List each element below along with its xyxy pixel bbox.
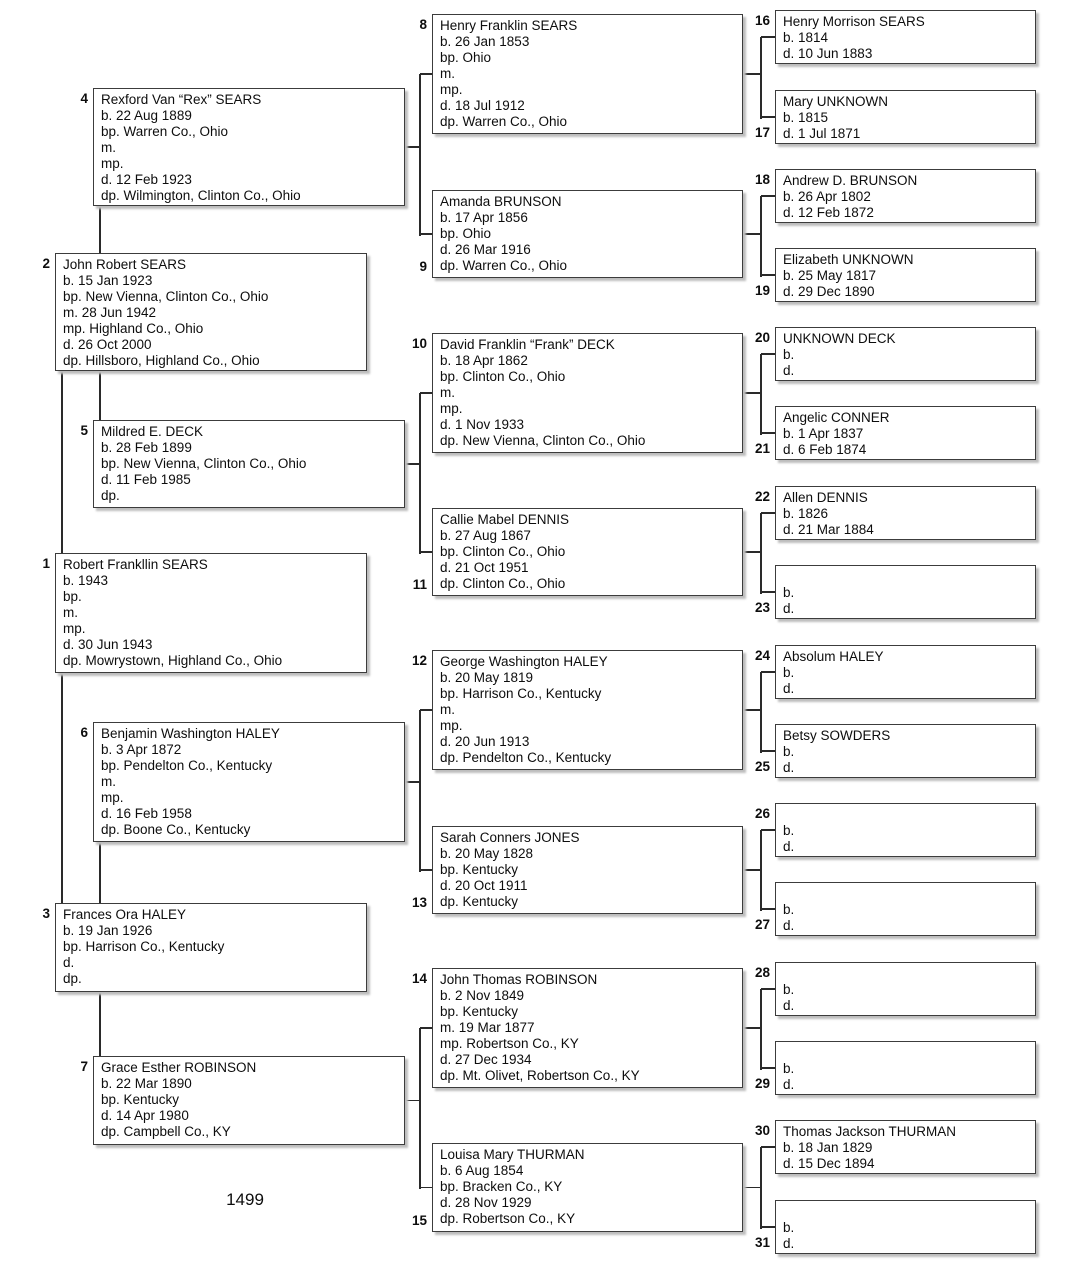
person-detail-line: d. 12 Feb 1872	[783, 205, 874, 220]
person-number-18: 18	[754, 172, 770, 187]
person-detail-line: m.	[440, 385, 455, 400]
person-detail-line: m.	[63, 605, 78, 620]
person-detail-line: bp. Harrison Co., Kentucky	[63, 939, 225, 954]
person-box-8	[432, 14, 743, 134]
person-box-28	[775, 962, 1036, 1016]
connector-line	[761, 36, 775, 38]
person-detail-line: d.	[783, 998, 795, 1013]
person-detail-line: b.	[783, 347, 795, 362]
person-name	[783, 886, 1033, 902]
person-detail-line: m.	[440, 702, 455, 717]
person-detail-line: b. 26 Jan 1853	[440, 34, 530, 49]
connector-line	[760, 37, 762, 119]
person-detail-line: dp. Clinton Co., Ohio	[440, 576, 566, 591]
connector-line	[760, 989, 762, 1070]
connector-line	[405, 781, 420, 783]
person-detail-line: d.	[783, 839, 795, 854]
connector-line	[760, 196, 762, 277]
person-name: Angelic CONNER	[783, 410, 890, 425]
person-detail-line: b. 18 Apr 1862	[440, 353, 528, 368]
person-number-29: 29	[754, 1076, 770, 1091]
connector-line	[419, 74, 421, 236]
connector-line	[419, 710, 421, 872]
person-detail-line: d. 27 Dec 1934	[440, 1052, 532, 1067]
connector-line	[99, 371, 101, 422]
person-detail-line: b. 15 Jan 1923	[63, 273, 153, 288]
person-box-30	[775, 1120, 1036, 1174]
person-detail-line: d. 20 Jun 1913	[440, 734, 530, 749]
person-detail-line: mp.	[63, 621, 86, 636]
person-detail-line: b. 1 Apr 1837	[783, 426, 864, 441]
person-box-13	[432, 826, 743, 914]
connector-line	[760, 672, 762, 753]
person-number-27: 27	[754, 917, 770, 932]
connector-line	[420, 233, 432, 235]
connector-line	[61, 673, 63, 905]
person-number-11: 11	[412, 577, 427, 592]
connector-line	[743, 551, 761, 553]
person-box-12	[432, 650, 743, 770]
person-detail-line: mp.	[440, 401, 463, 416]
connector-line	[761, 1067, 775, 1069]
person-detail-line: dp. Kentucky	[440, 894, 519, 909]
person-number-19: 19	[754, 283, 770, 298]
person-detail-line: dp. New Vienna, Clinton Co., Ohio	[440, 433, 646, 448]
person-detail-line: mp.	[440, 82, 463, 97]
person-detail-line: d. 12 Feb 1923	[101, 172, 192, 187]
person-detail-line: bp. Kentucky	[440, 862, 519, 877]
person-box-25	[775, 724, 1036, 778]
person-detail-line: d. 26 Mar 1916	[440, 242, 531, 257]
person-detail-line: mp.	[440, 718, 463, 733]
person-detail-line: m.	[101, 774, 116, 789]
person-detail-line: b. 27 Aug 1867	[440, 528, 531, 543]
person-detail-line: b. 20 May 1828	[440, 846, 534, 861]
person-box-1	[55, 553, 367, 673]
connector-line	[743, 869, 761, 871]
person-detail-line: d. 14 Apr 1980	[101, 1108, 189, 1123]
connector-line	[420, 709, 432, 711]
person-detail-line: mp.	[101, 156, 124, 171]
person-detail-line: b. 25 May 1817	[783, 268, 877, 283]
person-detail-line: d. 15 Dec 1894	[783, 1156, 875, 1171]
person-name: Mildred E. DECK	[101, 424, 204, 439]
person-box-31	[775, 1200, 1036, 1254]
person-detail-line: m.	[101, 140, 116, 155]
connector-line	[420, 869, 432, 871]
person-detail-line: b. 22 Mar 1890	[101, 1076, 192, 1091]
connector-line	[420, 551, 432, 553]
connector-line	[99, 992, 101, 1058]
person-name: Andrew D. BRUNSON	[783, 173, 918, 188]
person-name: John Thomas ROBINSON	[440, 972, 598, 987]
person-box-23	[775, 565, 1036, 619]
person-box-9	[432, 190, 743, 278]
person-number-26: 26	[754, 806, 770, 821]
person-detail-line: b. 3 Apr 1872	[101, 742, 182, 757]
person-detail-line: d. 16 Feb 1958	[101, 806, 192, 821]
connector-line	[761, 829, 775, 831]
person-detail-line: dp. Mowrystown, Highland Co., Ohio	[63, 653, 283, 668]
person-name: Henry Franklin SEARS	[440, 18, 578, 33]
person-name: Robert Frankllin SEARS	[63, 557, 208, 572]
connector-line	[99, 842, 101, 905]
person-detail-line: d.	[783, 681, 795, 696]
person-name: Mary UNKNOWN	[783, 94, 888, 109]
person-detail-line: b.	[783, 1061, 795, 1076]
connector-line	[761, 591, 775, 593]
person-number-12: 12	[411, 653, 427, 668]
connector-line	[405, 146, 420, 148]
person-name: Louisa Mary THURMAN	[440, 1147, 585, 1162]
person-box-10	[432, 333, 743, 453]
person-detail-line: bp. New Vienna, Clinton Co., Ohio	[63, 289, 269, 304]
person-box-18	[775, 169, 1036, 223]
person-number-2: 2	[42, 256, 50, 271]
person-detail-line: dp.	[101, 488, 120, 503]
person-detail-line: d. 26 Oct 2000	[63, 337, 152, 352]
person-detail-line: dp. Warren Co., Ohio	[440, 258, 568, 273]
person-detail-line: b. 26 Apr 1802	[783, 189, 871, 204]
person-detail-line: b. 18 Jan 1829	[783, 1140, 873, 1155]
person-detail-line: d.	[783, 1077, 795, 1092]
person-box-11	[432, 508, 743, 596]
connector-line	[761, 908, 775, 910]
connector-line	[760, 1147, 762, 1229]
person-number-8: 8	[419, 17, 427, 32]
person-box-2	[55, 253, 367, 371]
person-detail-line: b. 1815	[783, 110, 829, 125]
connector-line	[419, 393, 421, 554]
person-box-17	[775, 90, 1036, 144]
person-number-15: 15	[411, 1213, 427, 1228]
person-detail-line: d. 1 Jul 1871	[783, 126, 861, 141]
connector-line	[420, 392, 432, 394]
person-number-16: 16	[754, 13, 770, 28]
person-box-6	[93, 722, 405, 842]
person-detail-line: d.	[783, 1236, 795, 1251]
person-detail-line: d. 30 Jun 1943	[63, 637, 153, 652]
person-box-16	[775, 10, 1036, 64]
person-box-14	[432, 968, 743, 1088]
person-detail-line: dp. Campbell Co., KY	[101, 1124, 231, 1139]
page-number: 1499	[226, 1190, 264, 1209]
person-number-13: 13	[411, 895, 427, 910]
person-detail-line: d. 6 Feb 1874	[783, 442, 867, 457]
person-detail-line: bp. Ohio	[440, 226, 492, 241]
person-name: Sarah Conners JONES	[440, 830, 580, 845]
connector-line	[419, 1028, 421, 1189]
connector-line	[760, 354, 762, 435]
person-number-17: 17	[754, 125, 770, 140]
person-detail-line: bp. Clinton Co., Ohio	[440, 544, 566, 559]
connector-line	[743, 1187, 761, 1189]
person-detail-line: b.	[783, 665, 795, 680]
person-detail-line: d.	[783, 760, 795, 775]
person-detail-line: dp. Robertson Co., KY	[440, 1211, 576, 1226]
person-detail-line: dp. Hillsboro, Highland Co., Ohio	[63, 353, 260, 368]
person-detail-line: d. 18 Jul 1912	[440, 98, 525, 113]
person-box-27	[775, 882, 1036, 936]
person-detail-line: d.	[783, 363, 795, 378]
person-number-7: 7	[80, 1059, 88, 1074]
person-detail-line: b. 1943	[63, 573, 109, 588]
connector-line	[761, 1146, 775, 1148]
person-detail-line: m. 19 Mar 1877	[440, 1020, 535, 1035]
connector-line	[761, 353, 775, 355]
connector-line	[760, 513, 762, 594]
person-number-31: 31	[754, 1235, 770, 1250]
person-number-30: 30	[754, 1123, 770, 1138]
person-detail-line: d.	[783, 601, 795, 616]
person-detail-line: dp. Wilmington, Clinton Co., Ohio	[101, 188, 301, 203]
connector-line	[760, 830, 762, 911]
person-number-21: 21	[754, 441, 770, 456]
person-detail-line: d. 21 Mar 1884	[783, 522, 874, 537]
connector-line	[405, 463, 420, 465]
connector-line	[743, 233, 761, 235]
person-box-21	[775, 406, 1036, 460]
person-detail-line: mp.	[101, 790, 124, 805]
person-box-20	[775, 327, 1036, 381]
connector-line	[420, 1187, 432, 1189]
person-box-22	[775, 486, 1036, 540]
person-box-24	[775, 645, 1036, 699]
person-detail-line: d. 28 Nov 1929	[440, 1195, 532, 1210]
connector-line	[761, 750, 775, 752]
connector-line	[61, 371, 63, 555]
person-detail-line: mp. Robertson Co., KY	[440, 1036, 579, 1051]
person-box-15	[432, 1143, 743, 1232]
person-detail-line: b. 1814	[783, 30, 829, 45]
connector-line	[743, 709, 761, 711]
connector-line	[761, 432, 775, 434]
person-detail-line: bp.	[63, 589, 82, 604]
person-number-23: 23	[754, 600, 770, 615]
person-number-9: 9	[419, 259, 427, 274]
person-box-5	[93, 420, 405, 508]
person-detail-line: b.	[783, 823, 795, 838]
connector-line	[761, 195, 775, 197]
person-detail-line: b. 22 Aug 1889	[101, 108, 192, 123]
person-detail-line: bp. Kentucky	[440, 1004, 519, 1019]
person-number-3: 3	[42, 906, 50, 921]
person-number-14: 14	[411, 971, 427, 986]
connector-line	[99, 206, 101, 255]
person-name: Callie Mabel DENNIS	[440, 512, 570, 527]
person-number-1: 1	[42, 556, 50, 571]
person-number-24: 24	[754, 648, 770, 663]
person-detail-line: b. 17 Apr 1856	[440, 210, 528, 225]
person-name: Elizabeth UNKNOWN	[783, 252, 914, 267]
person-detail-line: b.	[783, 1220, 795, 1235]
person-name	[783, 569, 1033, 585]
person-name: Grace Esther ROBINSON	[101, 1060, 257, 1075]
person-detail-line: d. 21 Oct 1951	[440, 560, 529, 575]
connector-line	[761, 274, 775, 276]
person-detail-line: b.	[783, 902, 795, 917]
person-detail-line: d.	[783, 918, 795, 933]
person-name: Rexford Van “Rex” SEARS	[101, 92, 262, 107]
person-name: George Washington HALEY	[440, 654, 608, 669]
person-detail-line: dp. Boone Co., Kentucky	[101, 822, 251, 837]
connector-line	[420, 1027, 432, 1029]
person-detail-line: bp. Pendelton Co., Kentucky	[101, 758, 273, 773]
person-name	[783, 966, 1033, 982]
person-detail-line: mp. Highland Co., Ohio	[63, 321, 204, 336]
connector-line	[761, 116, 775, 118]
person-detail-line: bp. Bracken Co., KY	[440, 1179, 563, 1194]
connector-line	[743, 73, 761, 75]
connector-line	[743, 392, 761, 394]
person-detail-line: b. 2 Nov 1849	[440, 988, 525, 1003]
person-name: Betsy SOWDERS	[783, 728, 891, 743]
person-name: John Robert SEARS	[63, 257, 187, 272]
person-box-19	[775, 248, 1036, 302]
person-detail-line: b.	[783, 744, 795, 759]
connector-line	[761, 988, 775, 990]
person-detail-line: d. 10 Jun 1883	[783, 46, 873, 61]
person-number-28: 28	[754, 965, 770, 980]
person-number-25: 25	[754, 759, 770, 774]
person-name	[783, 807, 1033, 823]
person-detail-line: bp. Ohio	[440, 50, 492, 65]
person-detail-line: b. 20 May 1819	[440, 670, 534, 685]
connector-line	[761, 512, 775, 514]
connector-line	[761, 671, 775, 673]
person-name: David Franklin “Frank” DECK	[440, 337, 615, 352]
person-box-3	[55, 903, 367, 992]
person-detail-line: dp. Pendelton Co., Kentucky	[440, 750, 612, 765]
person-detail-line: m. 28 Jun 1942	[63, 305, 157, 320]
person-detail-line: d. 1 Nov 1933	[440, 417, 525, 432]
person-detail-line: dp. Mt. Olivet, Robertson Co., KY	[440, 1068, 640, 1083]
person-detail-line: dp. Warren Co., Ohio	[440, 114, 568, 129]
connector-line	[420, 73, 432, 75]
person-detail-line: d. 29 Dec 1890	[783, 284, 875, 299]
person-number-10: 10	[411, 336, 427, 351]
person-box-4	[93, 88, 405, 206]
person-box-26	[775, 803, 1036, 857]
person-name: Benjamin Washington HALEY	[101, 726, 280, 741]
person-number-4: 4	[80, 91, 88, 106]
person-detail-line: bp. Kentucky	[101, 1092, 180, 1107]
person-detail-line: m.	[440, 66, 455, 81]
person-name: Frances Ora HALEY	[63, 907, 187, 922]
person-detail-line: bp. Warren Co., Ohio	[101, 124, 229, 139]
person-detail-line: b. 6 Aug 1854	[440, 1163, 524, 1178]
person-detail-line: bp. Clinton Co., Ohio	[440, 369, 566, 384]
person-detail-line: d. 11 Feb 1985	[101, 472, 191, 487]
person-name	[783, 1045, 1033, 1061]
person-number-6: 6	[80, 725, 88, 740]
person-detail-line: d.	[63, 955, 75, 970]
person-number-22: 22	[754, 489, 770, 504]
person-name	[783, 1204, 1033, 1220]
person-name: Absolum HALEY	[783, 649, 884, 664]
person-name: UNKNOWN DECK	[783, 331, 896, 346]
person-name: Henry Morrison SEARS	[783, 14, 925, 29]
connector-line	[405, 1100, 420, 1102]
person-number-20: 20	[754, 330, 770, 345]
person-name: Thomas Jackson THURMAN	[783, 1124, 957, 1139]
connector-line	[761, 1226, 775, 1228]
person-detail-line: b. 1826	[783, 506, 829, 521]
person-detail-line: b. 28 Feb 1899	[101, 440, 192, 455]
person-detail-line: d. 20 Oct 1911	[440, 878, 528, 893]
person-detail-line: bp. Harrison Co., Kentucky	[440, 686, 602, 701]
person-box-7	[93, 1056, 405, 1145]
person-detail-line: dp.	[63, 971, 82, 986]
person-detail-line: b.	[783, 585, 795, 600]
person-detail-line: b.	[783, 982, 795, 997]
person-box-29	[775, 1041, 1036, 1095]
person-detail-line: bp. New Vienna, Clinton Co., Ohio	[101, 456, 307, 471]
person-number-5: 5	[80, 423, 88, 438]
connector-line	[743, 1027, 761, 1029]
person-name: Amanda BRUNSON	[440, 194, 562, 209]
person-detail-line: b. 19 Jan 1926	[63, 923, 153, 938]
person-name: Allen DENNIS	[783, 490, 868, 505]
